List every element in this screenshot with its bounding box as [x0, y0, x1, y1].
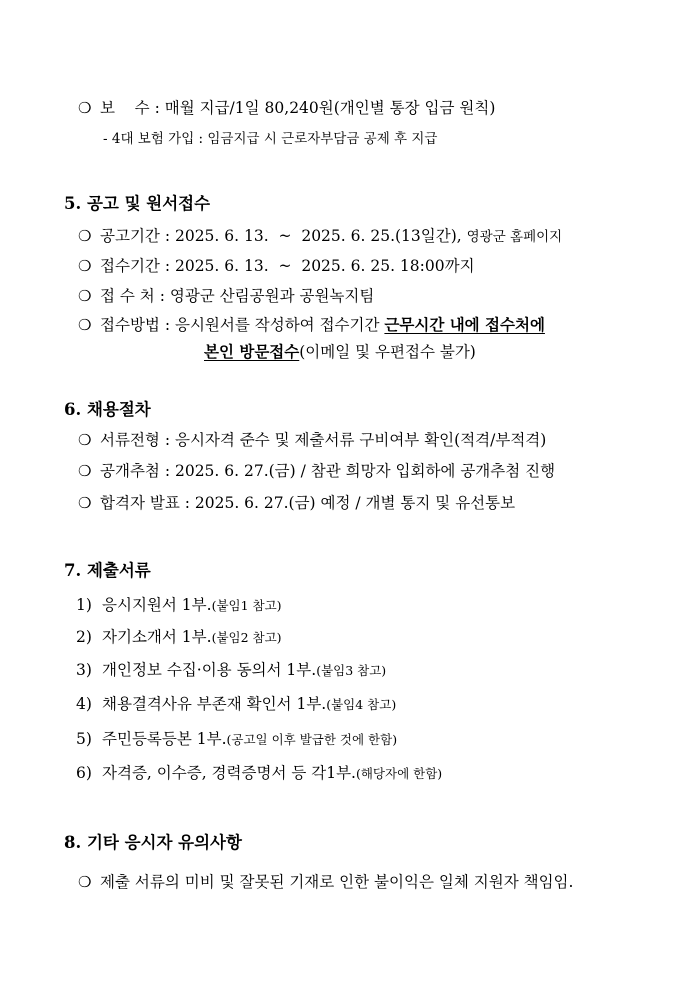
item-number: 2): [76, 628, 92, 646]
circle-bullet-icon: ❍: [78, 99, 92, 117]
section-6-title: 6. 채용절차: [64, 400, 151, 419]
s7-item-2: [76, 660, 386, 681]
s7-item-text: 자기소개서 1부.: [102, 628, 212, 646]
s7-item-3: [76, 694, 396, 715]
circle-bullet-icon: ❍: [78, 494, 92, 512]
s7-item-text: 주민등록등본 1부.: [102, 730, 227, 748]
item-number: 6): [76, 764, 92, 782]
s7-item-note: (붙임1 참고): [211, 598, 282, 613]
circle-bullet-icon: ❍: [78, 462, 92, 480]
s5-item-1: [78, 256, 475, 276]
s7-item-text: 개인정보 수집·이용 동의서 1부.: [102, 661, 317, 679]
s5-item-text: 접 수 처 : 영광군 산림공원과 공원녹지팀: [100, 287, 375, 305]
s5-item-3-continued: [204, 342, 476, 362]
section-5-title: 5. 공고 및 원서접수: [64, 194, 211, 213]
item-number: 3): [76, 661, 92, 679]
circle-bullet-icon: ❍: [78, 873, 92, 891]
s7-item-note: (붙임2 참고): [211, 630, 282, 645]
s6-item-1: [78, 461, 555, 481]
pay-line: [78, 98, 495, 118]
item-number: 4): [76, 695, 92, 713]
s5-item-text: 접수방법 : 응시원서를 작성하여 접수기간: [100, 316, 385, 334]
s5-item-0: [78, 226, 562, 247]
s6-item-0: [78, 430, 546, 450]
item-number: 1): [76, 596, 92, 614]
s7-item-note: (공고일 이후 발급한 것에 한함): [226, 732, 398, 747]
insurance-note: - 4대 보험 가입 : 임금지급 시 근로자부담금 공제 후 지급: [103, 131, 438, 147]
s7-item-text: 자격증, 이수증, 경력증명서 등 각1부.: [102, 764, 356, 782]
s6-item-text: 공개추첨 : 2025. 6. 27.(금) / 참관 희망자 입회하에 공개추첨 진행: [100, 462, 556, 480]
circle-bullet-icon: ❍: [78, 227, 92, 245]
item-number: 5): [76, 730, 92, 748]
s7-item-0: [76, 595, 282, 616]
s7-item-text: 채용결격사유 부존재 확인서 1부.: [102, 695, 327, 713]
s6-item-text: 서류전형 : 응시자격 준수 및 제출서류 구비여부 확인(적격/부적격): [100, 431, 547, 449]
pay-sep: :: [149, 99, 165, 117]
s8-item-0: [78, 872, 573, 892]
s6-item-2: [78, 493, 515, 513]
s7-item-note: (붙임3 참고): [316, 663, 387, 678]
s6-item-text: 합격자 발표 : 2025. 6. 27.(금) 예정 / 개별 통지 및 유선통보: [100, 494, 516, 512]
s5-item-text: 공고기간 : 2025. 6. 13. ~ 2025. 6. 25.(13일간),: [100, 227, 467, 245]
pay-value: 매월 지급/1일 80,240원(개인별 통장 입금 원칙): [164, 99, 496, 117]
s7-item-5: [76, 763, 442, 784]
circle-bullet-icon: ❍: [78, 257, 92, 275]
s5-cont-rest: (이메일 및 우편접수 불가): [299, 343, 476, 361]
s7-item-1: [76, 627, 282, 648]
circle-bullet-icon: ❍: [78, 431, 92, 449]
s8-item-text: 제출 서류의 미비 및 잘못된 기재로 인한 불이익은 일체 지원자 책임임.: [100, 873, 574, 891]
circle-bullet-icon: ❍: [78, 316, 92, 334]
s5-item-2: [78, 286, 374, 306]
s7-item-note: (해당자에 한함): [355, 766, 443, 781]
pay-label: 보 수: [100, 99, 150, 117]
section-8-title: 8. 기타 응시자 유의사항: [64, 833, 242, 852]
s7-item-note: (붙임4 참고): [326, 697, 397, 712]
s5-item-small: 영광군 홈페이지: [466, 229, 563, 245]
s5-item-emphasis: 근무시간 내에 접수처에: [384, 315, 545, 334]
s5-item-text: 접수기간 : 2025. 6. 13. ~ 2025. 6. 25. 18:00까지: [100, 257, 475, 275]
s7-item-text: 응시지원서 1부.: [102, 596, 212, 614]
section-7-title: 7. 제출서류: [64, 561, 151, 580]
s5-cont-emphasis: 본인 방문접수: [204, 342, 300, 361]
circle-bullet-icon: ❍: [78, 287, 92, 305]
s5-item-3: [78, 315, 545, 335]
s7-item-4: [76, 729, 397, 750]
